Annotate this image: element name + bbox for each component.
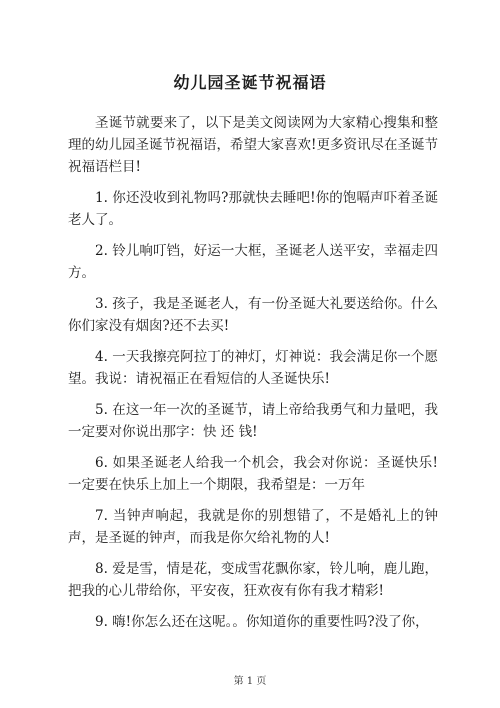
paragraph-item: 4. 一天我擦亮阿拉丁的神灯，灯神说：我会满足你一个愿望。我说：请祝福正在看短信的人圣诞快乐! [68, 349, 438, 387]
paragraph-item: 6. 如果圣诞老人给我一个机会，我会对你说：圣诞快乐!一定要在快乐上加上一个期限，我希望是：一万年 [68, 455, 438, 493]
page-number: 第 1 页 [233, 676, 267, 687]
paragraph-item: 9. 嗨!你怎么还在这呢。。你知道你的重要性吗?没了你， [95, 614, 429, 630]
document-title: 幼儿园圣诞节祝福语 [173, 73, 327, 92]
document-body [68, 112, 438, 633]
paragraph-item: 2. 铃儿响叮铛，好运一大框，圣诞老人送平安，幸福走四方。 [68, 243, 438, 281]
paragraph-item: 1. 你还没收到礼物吗?那就快去睡吧!你的饱嗝声吓着圣诞老人了。 [68, 190, 438, 228]
paragraph-item: 5. 在这一年一次的圣诞节，请上帝给我勇气和力量吧，我一定要对你说出那字：快 还 钱! [68, 402, 438, 440]
paragraph-intro: 圣诞节就要来了，以下是美文阅读网为大家精心搜集和整理的幼儿园圣诞节祝福语，希望大家喜欢!更多资讯尽在圣诞节祝福语栏目! [68, 115, 438, 175]
paragraph-item: 7. 当钟声响起，我就是你的别想错了，不是婚礼上的钟声，是圣诞的钟声，而我是你欠给礼物的人! [68, 508, 438, 546]
paragraph-item: 8. 爱是雪，情是花，变成雪花飘你家，铃儿响，鹿儿跑，把我的心儿带给你，平安夜，狂欢夜有你有我才精彩! [68, 561, 438, 599]
paragraph-item: 3. 孩子，我是圣诞老人，有一份圣诞大礼要送给你。什么你们家没有烟囱?还不去买! [68, 296, 438, 334]
